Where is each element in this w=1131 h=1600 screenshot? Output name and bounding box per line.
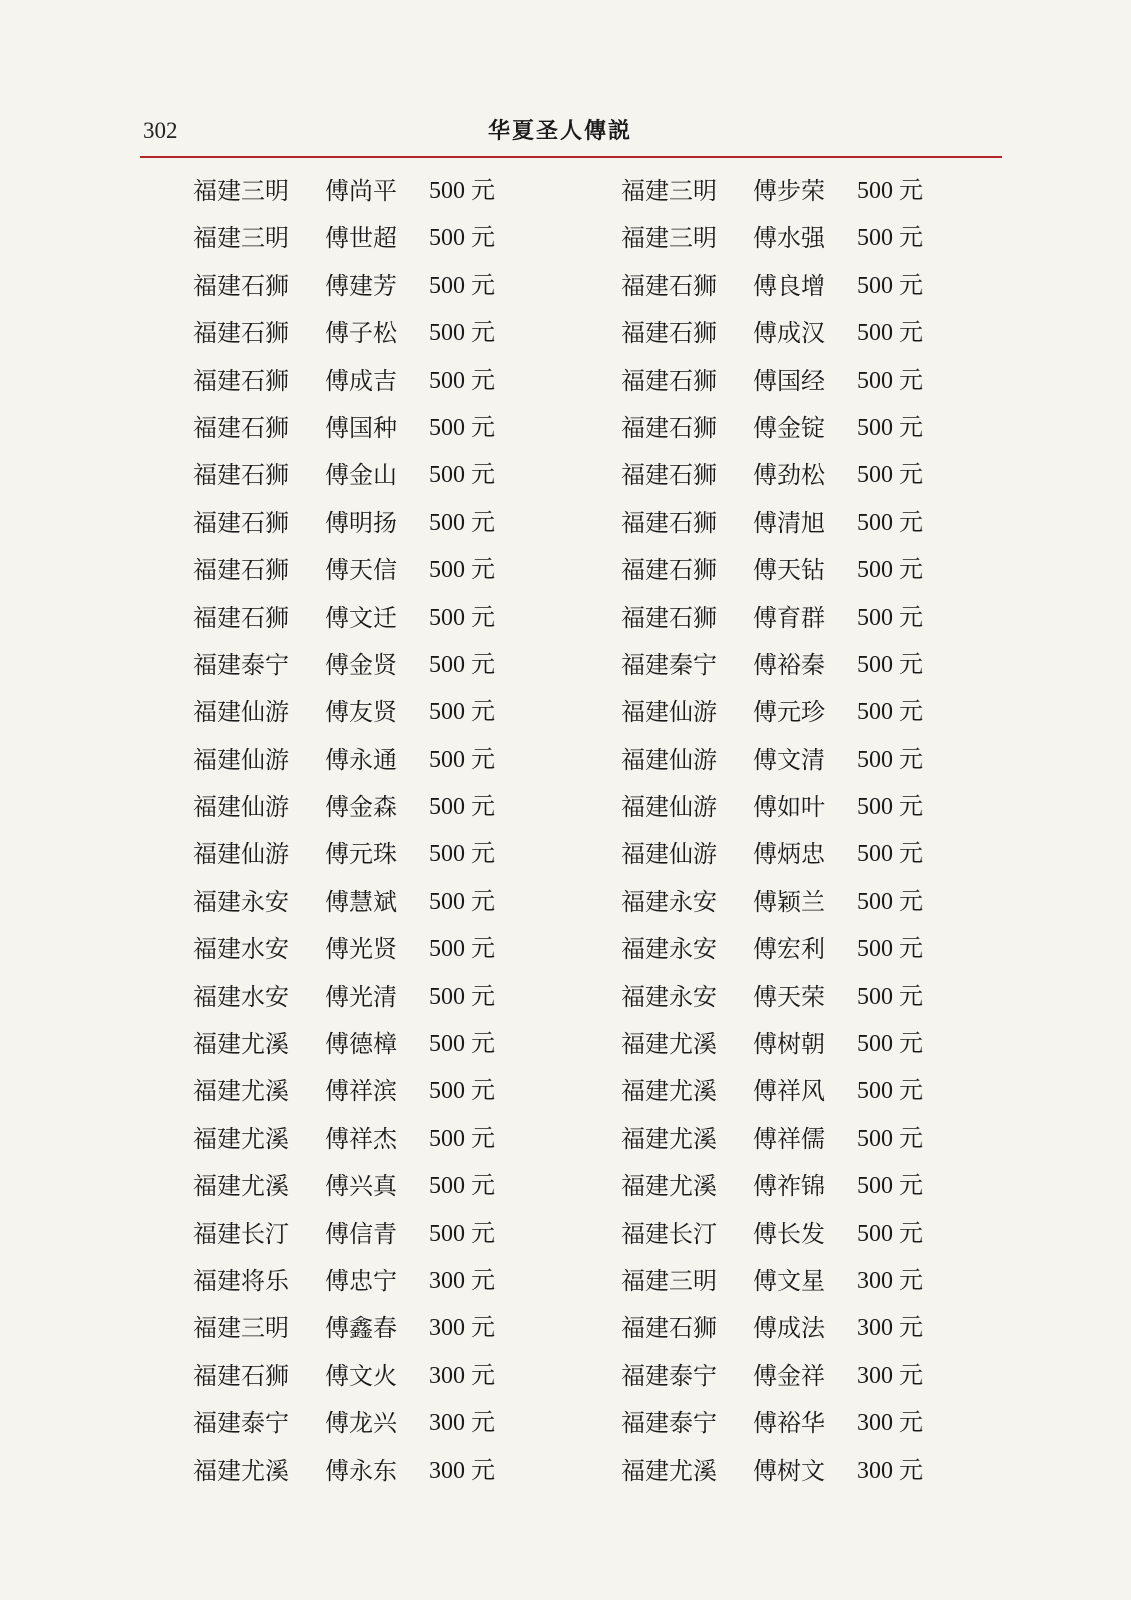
donation-amount: 500 元 [857, 1220, 923, 1247]
donation-amount: 500 元 [857, 1078, 923, 1105]
donor-location: 福建三明 [193, 224, 289, 253]
donor-name: 傅清旭 [753, 508, 825, 537]
donor-entry [193, 168, 553, 215]
donor-location: 福建泰宁 [193, 650, 289, 679]
donor-entry [193, 831, 553, 878]
donor-entry [193, 595, 553, 642]
donation-amount: 500 元 [429, 936, 495, 963]
donor-entry [193, 1353, 553, 1400]
donor-name: 傅树文 [753, 1456, 825, 1485]
donor-name: 傅德樟 [325, 1030, 397, 1059]
donation-amount: 500 元 [857, 225, 923, 252]
donor-entry [621, 1116, 981, 1163]
donor-entry [621, 1258, 981, 1305]
donor-entry [193, 879, 553, 926]
donor-name: 傅兴真 [325, 1172, 397, 1201]
donation-amount: 500 元 [429, 841, 495, 868]
donor-location: 福建三明 [621, 224, 717, 253]
donor-name: 傅文星 [753, 1266, 825, 1295]
donor-location: 福建仙游 [621, 745, 717, 774]
donor-location: 福建三明 [193, 1314, 289, 1343]
donation-amount: 500 元 [857, 699, 923, 726]
donor-name: 傅世超 [325, 224, 397, 253]
donor-name: 傅文清 [753, 745, 825, 774]
donor-entry [621, 1400, 981, 1447]
donor-location: 福建仙游 [193, 745, 289, 774]
donor-name: 傅祥风 [753, 1077, 825, 1106]
donor-location: 福建仙游 [621, 698, 717, 727]
page-number: 302 [143, 118, 178, 143]
donor-entry [193, 1116, 553, 1163]
donor-location: 福建仙游 [621, 840, 717, 869]
donor-name: 傅祚锦 [753, 1172, 825, 1201]
donor-name: 傅光清 [325, 982, 397, 1011]
donor-entry [193, 974, 553, 1021]
donor-location: 福建石狮 [621, 366, 717, 395]
donor-name: 傅天荣 [753, 982, 825, 1011]
donor-location: 福建永安 [621, 935, 717, 964]
donor-name: 傅成法 [753, 1314, 825, 1343]
donor-location: 福建石狮 [621, 319, 717, 348]
donor-location: 福建石狮 [621, 271, 717, 300]
donor-location: 福建泰宁 [621, 1409, 717, 1438]
donation-amount: 500 元 [429, 1220, 495, 1247]
donor-location: 福建水安 [193, 935, 289, 964]
donor-entry [193, 1163, 553, 1210]
donor-name: 傅永东 [325, 1456, 397, 1485]
donor-entry [193, 358, 553, 405]
donor-entry [193, 310, 553, 357]
donor-name: 傅光贤 [325, 935, 397, 964]
donor-name: 傅步荣 [753, 177, 825, 205]
donor-entry [621, 974, 981, 1021]
donor-entry [193, 784, 553, 831]
donor-location: 福建仙游 [193, 840, 289, 869]
donor-entry [193, 689, 553, 736]
donor-entry [621, 784, 981, 831]
donor-entry [193, 263, 553, 310]
donation-amount: 500 元 [429, 888, 495, 915]
donor-entry [193, 642, 553, 689]
donor-entry [193, 1021, 553, 1068]
donor-location: 福建尤溪 [193, 1077, 289, 1106]
donor-entry [621, 1305, 981, 1352]
donor-entry [193, 215, 553, 262]
donation-amount: 300 元 [857, 1457, 923, 1484]
donor-entry [621, 500, 981, 547]
donor-name: 傅天信 [325, 556, 397, 585]
donor-entry [193, 926, 553, 973]
donor-location: 福建石狮 [193, 413, 289, 442]
donor-entry [621, 405, 981, 452]
donor-entry [621, 310, 981, 357]
donation-amount: 500 元 [429, 699, 495, 726]
donor-location: 福建泰宁 [621, 1361, 717, 1390]
donor-entry [193, 405, 553, 452]
donor-location: 福建石狮 [193, 366, 289, 395]
donation-amount: 500 元 [429, 557, 495, 584]
donor-entry [621, 1163, 981, 1210]
donor-location: 福建尤溪 [193, 1124, 289, 1153]
donor-name: 傅国种 [325, 413, 397, 442]
donor-entry [621, 689, 981, 736]
donor-location: 福建三明 [621, 1266, 717, 1295]
donor-name: 傅炳忠 [753, 840, 825, 869]
donor-location: 福建仙游 [193, 793, 289, 822]
donation-amount: 500 元 [429, 746, 495, 773]
donor-name: 傅天钻 [753, 556, 825, 585]
donation-amount: 500 元 [857, 509, 923, 536]
donor-entry [621, 1353, 981, 1400]
donor-entry [621, 1068, 981, 1115]
donor-location: 福建秦宁 [621, 650, 717, 679]
donor-location: 福建尤溪 [621, 1124, 717, 1153]
donor-name: 傅子松 [325, 319, 397, 348]
donation-amount: 500 元 [429, 1078, 495, 1105]
donor-column-right [621, 168, 981, 1495]
donation-amount: 300 元 [857, 1267, 923, 1294]
donation-amount: 300 元 [857, 1315, 923, 1342]
donor-location: 福建石狮 [621, 413, 717, 442]
donor-name: 傅元珠 [325, 840, 397, 869]
donation-amount: 500 元 [429, 320, 495, 347]
donor-entry [621, 358, 981, 405]
donation-amount: 500 元 [857, 604, 923, 631]
donor-entry [621, 879, 981, 926]
donor-name: 傅文火 [325, 1361, 397, 1390]
donor-location: 福建石狮 [193, 319, 289, 348]
donor-name: 傅永通 [325, 745, 397, 774]
donation-amount: 300 元 [429, 1457, 495, 1484]
donor-name: 傅信青 [325, 1219, 397, 1248]
donor-name: 傅金森 [325, 793, 397, 822]
donor-location: 福建将乐 [193, 1266, 289, 1295]
donation-amount: 300 元 [429, 1410, 495, 1437]
donation-amount: 500 元 [857, 983, 923, 1010]
donor-name: 傅成汉 [753, 319, 825, 348]
donor-location: 福建尤溪 [621, 1172, 717, 1201]
donor-name: 傅金贤 [325, 650, 397, 679]
donation-amount: 500 元 [429, 509, 495, 536]
donor-location: 福建石狮 [621, 508, 717, 537]
donor-name: 傅国经 [753, 366, 825, 395]
donation-amount: 300 元 [429, 1315, 495, 1342]
donor-location: 福建石狮 [621, 556, 717, 585]
donor-entry [193, 1305, 553, 1352]
donation-amount: 500 元 [857, 462, 923, 489]
donor-location: 福建三明 [621, 177, 717, 205]
donation-amount: 500 元 [429, 1031, 495, 1058]
donation-amount: 500 元 [857, 651, 923, 678]
donor-location: 福建石狮 [193, 461, 289, 490]
donor-name: 傅水强 [753, 224, 825, 253]
donor-name: 傅文迁 [325, 603, 397, 632]
donation-amount: 500 元 [429, 1173, 495, 1200]
donor-name: 傅金山 [325, 461, 397, 490]
donor-name: 傅金锭 [753, 413, 825, 442]
donation-amount: 500 元 [429, 225, 495, 252]
donor-location: 福建石狮 [621, 1314, 717, 1343]
donor-name: 傅成吉 [325, 366, 397, 395]
donor-name: 傅尚平 [325, 177, 397, 205]
donor-name: 傅祥杰 [325, 1124, 397, 1153]
donor-name: 傅鑫春 [325, 1314, 397, 1343]
donor-entry [193, 1211, 553, 1258]
donation-amount: 500 元 [857, 1031, 923, 1058]
donor-location: 福建尤溪 [193, 1030, 289, 1059]
donor-location: 福建尤溪 [621, 1030, 717, 1059]
donor-entry [193, 500, 553, 547]
donor-entry [621, 1021, 981, 1068]
donation-amount: 500 元 [857, 272, 923, 299]
donor-entry [193, 737, 553, 784]
donation-amount: 500 元 [429, 178, 495, 204]
donor-location: 福建长汀 [193, 1219, 289, 1248]
donor-location: 福建泰宁 [193, 1409, 289, 1438]
donor-entry [621, 168, 981, 215]
donor-entry [193, 1258, 553, 1305]
donor-location: 福建三明 [193, 177, 289, 205]
donor-entry [621, 737, 981, 784]
donor-location: 福建水安 [193, 982, 289, 1011]
donor-location: 福建长汀 [621, 1219, 717, 1248]
donor-name: 傅良增 [753, 271, 825, 300]
donor-name: 傅慧斌 [325, 887, 397, 916]
donor-entry [193, 1068, 553, 1115]
donor-location: 福建石狮 [621, 603, 717, 632]
donor-name: 傅劲松 [753, 461, 825, 490]
donation-amount: 500 元 [857, 888, 923, 915]
donor-name: 傅育群 [753, 603, 825, 632]
donation-amount: 500 元 [857, 841, 923, 868]
donor-entry [621, 263, 981, 310]
donor-location: 福建石狮 [193, 556, 289, 585]
donation-amount: 500 元 [857, 557, 923, 584]
header-rule [140, 156, 1002, 158]
donor-entry [621, 1211, 981, 1258]
donor-location: 福建仙游 [621, 793, 717, 822]
donor-name: 傅祥滨 [325, 1077, 397, 1106]
donor-entry [621, 595, 981, 642]
donation-amount: 500 元 [857, 1173, 923, 1200]
donation-amount: 500 元 [857, 936, 923, 963]
donor-name: 傅忠宁 [325, 1266, 397, 1295]
donor-name: 傅建芳 [325, 271, 397, 300]
donor-entry [621, 452, 981, 499]
donation-amount: 500 元 [857, 414, 923, 441]
donation-amount: 500 元 [429, 414, 495, 441]
donor-entry [193, 1400, 553, 1447]
donor-name: 傅龙兴 [325, 1409, 397, 1438]
donor-location: 福建石狮 [193, 1361, 289, 1390]
donor-name: 傅颖兰 [753, 887, 825, 916]
donor-location: 福建尤溪 [193, 1172, 289, 1201]
donation-amount: 300 元 [857, 1362, 923, 1389]
donor-location: 福建尤溪 [621, 1456, 717, 1485]
donor-name: 傅金祥 [753, 1361, 825, 1390]
donor-entry [193, 452, 553, 499]
donor-location: 福建尤溪 [193, 1456, 289, 1485]
donation-amount: 500 元 [429, 604, 495, 631]
donation-amount: 500 元 [857, 320, 923, 347]
donor-column-left [193, 168, 553, 1495]
donation-amount: 500 元 [429, 983, 495, 1010]
donor-location: 福建仙游 [193, 698, 289, 727]
donation-amount: 500 元 [429, 272, 495, 299]
donation-amount: 500 元 [429, 462, 495, 489]
donor-location: 福建石狮 [193, 271, 289, 300]
donor-location: 福建石狮 [193, 508, 289, 537]
donor-entry [621, 926, 981, 973]
donor-location: 福建永安 [621, 887, 717, 916]
donation-amount: 500 元 [429, 367, 495, 394]
donor-name: 傅宏利 [753, 935, 825, 964]
donor-entry [621, 215, 981, 262]
donor-name: 傅如叶 [753, 793, 825, 822]
donation-amount: 500 元 [857, 178, 923, 204]
donation-amount: 300 元 [857, 1410, 923, 1437]
donation-amount: 500 元 [857, 367, 923, 394]
donor-location: 福建石狮 [621, 461, 717, 490]
donation-amount: 500 元 [857, 794, 923, 821]
donor-entry [621, 642, 981, 689]
donation-amount: 500 元 [857, 746, 923, 773]
donor-location: 福建永安 [193, 887, 289, 916]
donor-entry [621, 831, 981, 878]
donation-amount: 500 元 [429, 651, 495, 678]
donor-location: 福建尤溪 [621, 1077, 717, 1106]
donor-name: 傅祥儒 [753, 1124, 825, 1153]
donor-entry [193, 547, 553, 594]
donation-amount: 500 元 [429, 1125, 495, 1152]
donation-amount: 300 元 [429, 1362, 495, 1389]
donor-entry [621, 1448, 981, 1495]
donation-amount: 500 元 [429, 794, 495, 821]
donor-name: 傅裕秦 [753, 650, 825, 679]
running-title: 华夏圣人傳説 [487, 119, 632, 144]
donor-entry [621, 547, 981, 594]
donation-amount: 300 元 [429, 1267, 495, 1294]
donor-name: 傅友贤 [325, 698, 397, 727]
donation-amount: 500 元 [857, 1125, 923, 1152]
donor-name: 傅裕华 [753, 1409, 825, 1438]
donor-entry [193, 1448, 553, 1495]
donor-name: 傅树朝 [753, 1030, 825, 1059]
donor-name: 傅长发 [753, 1219, 825, 1248]
donor-name: 傅明扬 [325, 508, 397, 537]
donor-location: 福建石狮 [193, 603, 289, 632]
donor-name: 傅元珍 [753, 698, 825, 727]
donor-location: 福建永安 [621, 982, 717, 1011]
